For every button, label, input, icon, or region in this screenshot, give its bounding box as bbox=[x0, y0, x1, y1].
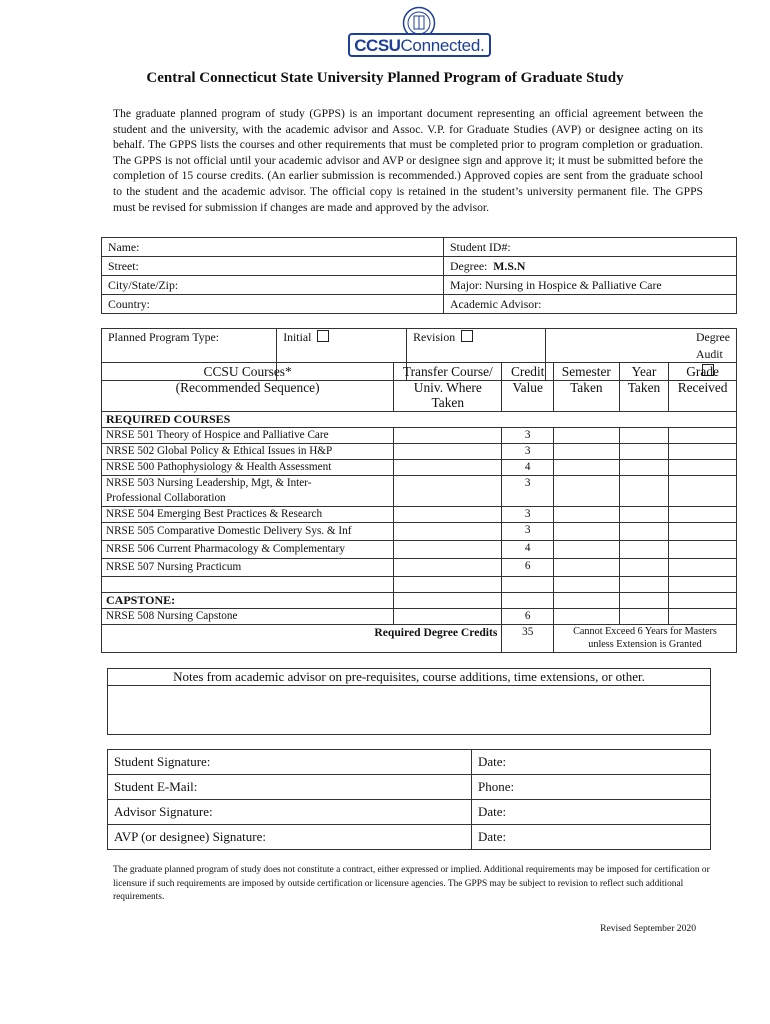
year-cell[interactable] bbox=[619, 506, 669, 522]
revision-date: Revised September 2020 bbox=[600, 923, 696, 934]
student-email-field[interactable]: Student E-Mail: bbox=[108, 775, 472, 800]
student-phone-field[interactable]: Phone: bbox=[472, 775, 711, 800]
intro-paragraph: The graduate planned program of study (GPPS) is an important document representing an official agreement between the student and the university, with the academic advisor and Assoc. V.P. for Graduate Studies (AVP) or designee acting on its behalf. The GPPS lists the courses and other requirements that must be completed prior to program completion or graduation. The GPPS is not official until your academic advisor and AVP or designee sign and approve it; it must be submitted before the completion of 15 course credits. (An earlier submission is recommended.) Approved copies are sent from the graduate school to the student and the academic advisor. The official copy is retained in the student’s university permanent file. The GPPS must be revised for submission if changes are made and approved by the advisor. bbox=[113, 107, 703, 214]
credit-cell: 3 bbox=[502, 427, 554, 443]
grade-cell[interactable] bbox=[669, 592, 737, 608]
advisor-signature-date[interactable]: Date: bbox=[472, 800, 711, 825]
col-ccsu-courses: CCSU Courses* (Recommended Sequence) bbox=[102, 363, 394, 412]
course-name: NRSE 506 Current Pharmacology & Complementary bbox=[102, 540, 394, 558]
year-cell[interactable] bbox=[619, 475, 669, 506]
grade-cell[interactable] bbox=[669, 540, 737, 558]
grade-cell[interactable] bbox=[669, 608, 737, 624]
col-semester-taken: Semester Taken bbox=[553, 363, 619, 412]
disclaimer-text: The graduate planned program of study does not constitute a contract, either expressed or implied. Additional requirements may be imposed for certification or licensure if such requirements are imposed by outside certification or licensure agencies. The GPPS may be subject to revision to reflect such additional requirements. bbox=[113, 865, 710, 902]
grade-cell[interactable] bbox=[669, 558, 737, 576]
table-row bbox=[102, 540, 737, 558]
semester-cell[interactable] bbox=[553, 506, 619, 522]
course-name: NRSE 504 Emerging Best Practices & Research bbox=[102, 506, 394, 522]
col-credit-value: Credit Value bbox=[502, 363, 554, 412]
grade-cell[interactable] bbox=[669, 506, 737, 522]
capstone-section-label: CAPSTONE: bbox=[102, 592, 394, 608]
required-section-label: REQUIRED COURSES bbox=[102, 411, 737, 427]
semester-cell[interactable] bbox=[553, 475, 619, 506]
col-year-taken: Year Taken bbox=[619, 363, 669, 412]
semester-cell[interactable] bbox=[553, 443, 619, 459]
student-signature-field[interactable]: Student Signature: bbox=[108, 750, 472, 775]
credit-cell: 3 bbox=[502, 522, 554, 540]
credit-cell bbox=[502, 592, 554, 608]
semester-cell[interactable] bbox=[553, 576, 619, 592]
grade-cell[interactable] bbox=[669, 576, 737, 592]
grade-cell[interactable] bbox=[669, 443, 737, 459]
table-row bbox=[102, 506, 737, 522]
table-row bbox=[102, 427, 737, 443]
semester-cell[interactable] bbox=[553, 427, 619, 443]
credit-cell: 3 bbox=[502, 443, 554, 459]
student-id-field[interactable]: Student ID#: bbox=[444, 238, 737, 257]
col-transfer-course: Transfer Course/ Univ. Where Taken bbox=[394, 363, 502, 412]
credit-cell: 6 bbox=[502, 608, 554, 624]
grade-cell[interactable] bbox=[669, 459, 737, 475]
course-name: NRSE 508 Nursing Capstone bbox=[102, 608, 394, 624]
credit-cell: 3 bbox=[502, 475, 554, 506]
semester-cell[interactable] bbox=[553, 608, 619, 624]
courses-table bbox=[101, 362, 737, 653]
advisor-notes-field[interactable] bbox=[108, 686, 711, 735]
course-name: NRSE 503 Nursing Leadership, Mgt, & Inter- Professional Collaboration bbox=[102, 475, 394, 506]
grade-cell[interactable] bbox=[669, 522, 737, 540]
city-field[interactable]: City/State/Zip: bbox=[102, 276, 444, 295]
year-cell[interactable] bbox=[619, 459, 669, 475]
advisor-field[interactable]: Academic Advisor: bbox=[444, 295, 737, 314]
year-cell[interactable] bbox=[619, 592, 669, 608]
semester-cell[interactable] bbox=[553, 522, 619, 540]
logo-wordmark: CCSUConnected. bbox=[348, 33, 491, 57]
semester-cell[interactable] bbox=[553, 459, 619, 475]
student-signature-date[interactable]: Date: bbox=[472, 750, 711, 775]
initial-checkbox[interactable] bbox=[317, 330, 329, 342]
required-credits-value: 35 bbox=[502, 624, 554, 652]
country-field[interactable]: Country: bbox=[102, 295, 444, 314]
course-name: NRSE 500 Pathophysiology & Health Assessment bbox=[102, 459, 394, 475]
semester-cell[interactable] bbox=[553, 592, 619, 608]
table-row bbox=[102, 443, 737, 459]
table-row bbox=[102, 459, 737, 475]
program-type-label: Planned Program Type: bbox=[102, 329, 277, 381]
transfer-cell[interactable] bbox=[394, 576, 502, 592]
transfer-cell[interactable] bbox=[394, 522, 502, 540]
transfer-cell[interactable] bbox=[394, 506, 502, 522]
year-cell[interactable] bbox=[619, 427, 669, 443]
course-name: NRSE 501 Theory of Hospice and Palliative Care bbox=[102, 427, 394, 443]
year-cell[interactable] bbox=[619, 540, 669, 558]
degree-audit-option[interactable]: Degree Audit bbox=[545, 329, 736, 381]
year-cell[interactable] bbox=[619, 443, 669, 459]
initial-option[interactable]: Initial bbox=[277, 329, 407, 381]
year-cell[interactable] bbox=[619, 522, 669, 540]
advisor-signature-field[interactable]: Advisor Signature: bbox=[108, 800, 472, 825]
student-info-table bbox=[101, 237, 737, 314]
table-row bbox=[102, 522, 737, 540]
transfer-cell[interactable] bbox=[394, 558, 502, 576]
name-field[interactable]: Name: bbox=[102, 238, 444, 257]
time-limit-note: Cannot Exceed 6 Years for Masters unless Extension is Granted bbox=[553, 624, 736, 652]
ccsu-connected-logo bbox=[348, 6, 496, 58]
year-cell[interactable] bbox=[619, 608, 669, 624]
credit-cell: 4 bbox=[502, 540, 554, 558]
table-row bbox=[102, 475, 737, 506]
course-name: NRSE 505 Comparative Domestic Delivery Sys. & Inf bbox=[102, 522, 394, 540]
required-section-row bbox=[102, 411, 737, 427]
year-cell[interactable] bbox=[619, 558, 669, 576]
credit-cell[interactable] bbox=[502, 576, 554, 592]
credit-cell: 3 bbox=[502, 506, 554, 522]
course-name: NRSE 507 Nursing Practicum bbox=[102, 558, 394, 576]
grade-cell[interactable] bbox=[669, 475, 737, 506]
transfer-cell[interactable] bbox=[394, 427, 502, 443]
avp-signature-date[interactable]: Date: bbox=[472, 825, 711, 850]
required-credits-row bbox=[102, 624, 737, 652]
transfer-cell[interactable] bbox=[394, 459, 502, 475]
transfer-cell[interactable] bbox=[394, 608, 502, 624]
transfer-cell[interactable] bbox=[394, 443, 502, 459]
avp-signature-field[interactable]: AVP (or designee) Signature: bbox=[108, 825, 472, 850]
advisor-notes-table bbox=[107, 668, 711, 735]
transfer-cell[interactable] bbox=[394, 540, 502, 558]
street-field[interactable]: Street: bbox=[102, 257, 444, 276]
semester-cell[interactable] bbox=[553, 558, 619, 576]
year-cell[interactable] bbox=[619, 576, 669, 592]
semester-cell[interactable] bbox=[553, 540, 619, 558]
capstone-section-row bbox=[102, 592, 737, 608]
credit-cell: 4 bbox=[502, 459, 554, 475]
transfer-cell[interactable] bbox=[394, 592, 502, 608]
table-row-empty bbox=[102, 576, 737, 592]
advisor-notes-header: Notes from academic advisor on pre-requisites, course additions, time extensions, or other. bbox=[108, 669, 711, 686]
col-grade-received: Grade Received bbox=[669, 363, 737, 412]
course-name: NRSE 502 Global Policy & Ethical Issues in H&P bbox=[102, 443, 394, 459]
required-credits-label: Required Degree Credits bbox=[102, 624, 502, 652]
degree-field[interactable]: Degree: M.S.N bbox=[444, 257, 737, 276]
courses-header-row bbox=[102, 363, 737, 412]
table-row bbox=[102, 608, 737, 624]
course-name-empty[interactable] bbox=[102, 576, 394, 592]
grade-cell[interactable] bbox=[669, 427, 737, 443]
revision-checkbox[interactable] bbox=[461, 330, 473, 342]
page-title: Central Connecticut State University Planned Program of Graduate Study bbox=[146, 70, 624, 86]
credit-cell: 6 bbox=[502, 558, 554, 576]
signatures-table bbox=[107, 749, 711, 850]
table-row bbox=[102, 558, 737, 576]
transfer-cell[interactable] bbox=[394, 475, 502, 506]
revision-option[interactable]: Revision bbox=[407, 329, 546, 381]
major-field: Major: Nursing in Hospice & Palliative Care bbox=[444, 276, 737, 295]
